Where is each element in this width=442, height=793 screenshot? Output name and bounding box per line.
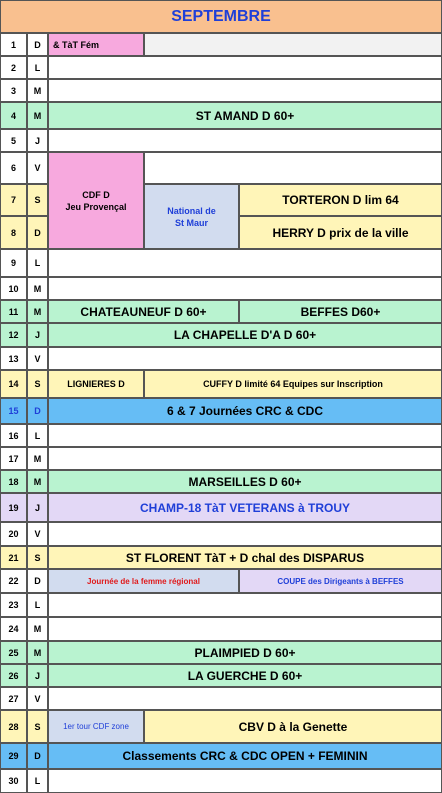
day-number: 5	[0, 129, 27, 152]
day-number: 4	[0, 102, 27, 129]
day-letter: M	[27, 641, 48, 664]
empty-cell	[48, 769, 442, 793]
empty-cell	[144, 33, 442, 56]
event-cell: LIGNIERES D	[48, 370, 144, 398]
day-number: 14	[0, 370, 27, 398]
day-letter: D	[27, 216, 48, 249]
day-letter: M	[27, 617, 48, 641]
day-number: 13	[0, 347, 27, 370]
national-st-maur-cell	[144, 184, 239, 249]
day-number: 20	[0, 522, 27, 546]
empty-cell	[48, 593, 442, 617]
event-cell: ST FLORENT TàT + D chal des DISPARUS	[48, 546, 442, 569]
empty-cell	[48, 447, 442, 470]
month-title: SEPTEMBRE	[0, 0, 442, 33]
day-number: 29	[0, 743, 27, 769]
empty-cell	[48, 347, 442, 370]
day-number: 25	[0, 641, 27, 664]
day-number: 18	[0, 470, 27, 493]
day-number: 16	[0, 424, 27, 447]
event-cell: BEFFES D60+	[239, 300, 442, 323]
day-letter: S	[27, 370, 48, 398]
day-letter: V	[27, 522, 48, 546]
day-letter: M	[27, 79, 48, 102]
event-cell: PLAIMPIED D 60+	[48, 641, 442, 664]
event-text: CDF D	[82, 189, 110, 200]
day-letter: D	[27, 33, 48, 56]
day-number: 1	[0, 33, 27, 56]
event-cell: ST AMAND D 60+	[48, 102, 442, 129]
event-text: Jeu Provençal	[65, 201, 127, 212]
empty-cell	[48, 687, 442, 710]
day-letter: V	[27, 347, 48, 370]
day-number: 26	[0, 664, 27, 687]
empty-cell	[48, 424, 442, 447]
day-number: 15	[0, 398, 27, 424]
day-number: 23	[0, 593, 27, 617]
day-letter: M	[27, 300, 48, 323]
day-number: 27	[0, 687, 27, 710]
day-letter: M	[27, 277, 48, 300]
event-cell: CUFFY D limité 64 Equipes sur Inscription	[144, 370, 442, 398]
event-cell: MARSEILLES D 60+	[48, 470, 442, 493]
day-number: 24	[0, 617, 27, 641]
day-letter: V	[27, 687, 48, 710]
day-letter: J	[27, 129, 48, 152]
event-cell: Classements CRC & CDC OPEN + FEMININ	[48, 743, 442, 769]
event-cell: LA CHAPELLE D'A D 60+	[48, 323, 442, 347]
day-letter: V	[27, 152, 48, 184]
cdf-jeu-provencal-cell	[48, 152, 144, 249]
day-letter: L	[27, 769, 48, 793]
day-number: 12	[0, 323, 27, 347]
day-letter: S	[27, 546, 48, 569]
empty-cell	[144, 152, 442, 184]
day-number: 28	[0, 710, 27, 743]
day-letter: D	[27, 743, 48, 769]
empty-cell	[48, 56, 442, 79]
day-number: 11	[0, 300, 27, 323]
event-cell: COUPE des Dirigeants à BEFFES	[239, 569, 442, 593]
empty-cell	[48, 617, 442, 641]
day-letter: L	[27, 593, 48, 617]
day-letter: J	[27, 493, 48, 522]
day-letter: J	[27, 323, 48, 347]
event-cell: TORTERON D lim 64	[239, 184, 442, 216]
empty-cell	[48, 277, 442, 300]
event-cell: Journée de la femme régional	[48, 569, 239, 593]
empty-cell	[48, 79, 442, 102]
empty-cell	[48, 522, 442, 546]
event-cell: CBV D à la Genette	[144, 710, 442, 743]
day-number: 2	[0, 56, 27, 79]
event-text: St Maur	[174, 217, 208, 228]
day-number: 19	[0, 493, 27, 522]
event-cell: 1er tour CDF zone	[48, 710, 144, 743]
empty-cell	[48, 129, 442, 152]
day-letter: L	[27, 56, 48, 79]
day-number: 3	[0, 79, 27, 102]
day-letter: L	[27, 424, 48, 447]
event-cell: & TàT Fém	[48, 33, 144, 56]
day-letter: M	[27, 102, 48, 129]
day-number: 7	[0, 184, 27, 216]
day-letter: J	[27, 664, 48, 687]
day-letter: D	[27, 398, 48, 424]
event-cell: CHAMP-18 TàT VETERANS à TROUY	[48, 493, 442, 522]
day-number: 21	[0, 546, 27, 569]
event-cell: LA GUERCHE D 60+	[48, 664, 442, 687]
day-letter: S	[27, 710, 48, 743]
day-number: 10	[0, 277, 27, 300]
day-number: 17	[0, 447, 27, 470]
day-letter: D	[27, 569, 48, 593]
empty-cell	[48, 249, 442, 277]
day-letter: L	[27, 249, 48, 277]
day-number: 8	[0, 216, 27, 249]
event-cell: 6 & 7 Journées CRC & CDC	[48, 398, 442, 424]
day-letter: M	[27, 447, 48, 470]
event-cell: CHATEAUNEUF D 60+	[48, 300, 239, 323]
day-number: 22	[0, 569, 27, 593]
event-cell: HERRY D prix de la ville	[239, 216, 442, 249]
day-number: 6	[0, 152, 27, 184]
day-letter: S	[27, 184, 48, 216]
day-letter: M	[27, 470, 48, 493]
event-text: National de	[167, 205, 216, 216]
day-number: 9	[0, 249, 27, 277]
day-number: 30	[0, 769, 27, 793]
